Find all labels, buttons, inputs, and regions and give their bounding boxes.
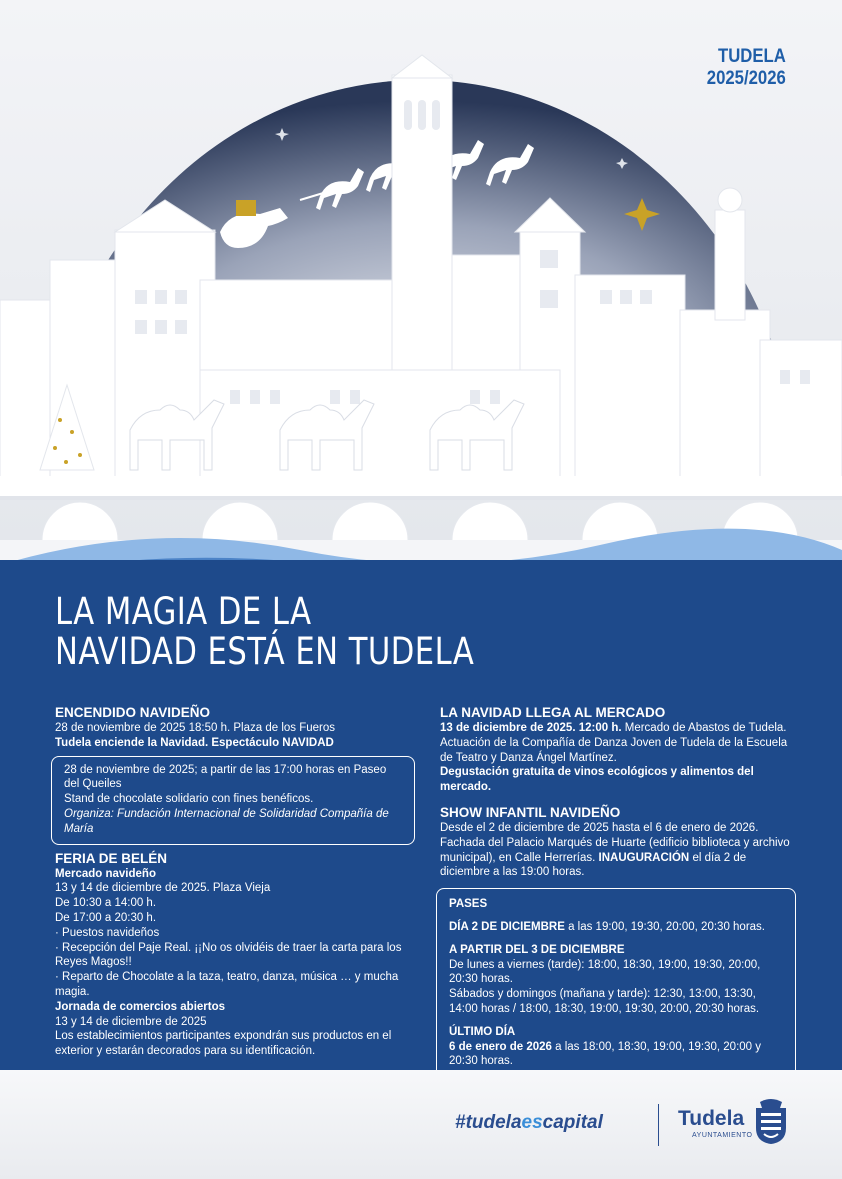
pases-last-label: ÚLTIMO DÍA	[449, 1025, 516, 1038]
hashtag	[455, 1112, 603, 1134]
show-inauguracion-date: el día 2 de diciembre a las 19:00 horas.	[440, 851, 747, 879]
mercado-dance: Actuación de la Compañía de Danza Joven de Tudela de la Escuela de Teatro y Danza Ángel Martínez.	[440, 736, 788, 764]
pases-last-date: 6 de enero de 2026	[449, 1040, 552, 1053]
show-text: Desde el 2 de diciembre de 2025 hasta el 6 de enero de 2026. Fachada del Palacio Marqués de Huarte (edificio biblioteca y archivo municipal), en Calle Herrerías.	[440, 821, 790, 864]
pases-last	[449, 1040, 785, 1070]
chocolate-organizer: Organiza: Fundación Internacional de Solidaridad Compañía de María	[64, 807, 389, 835]
mercado-date: 13 de diciembre de 2025. 12:00 h.	[440, 722, 622, 734]
show-inauguracion: INAUGURACIÓN	[598, 851, 690, 864]
pases-from3-label: A PARTIR DEL 3 DE DICIEMBRE	[449, 943, 625, 956]
season-label	[696, 46, 786, 90]
hashtag-part-2: es	[521, 1112, 543, 1133]
feria-heading: FERIA DE BELÉN	[55, 850, 168, 866]
pases-day2	[449, 920, 785, 935]
logo-name: Tudela	[678, 1107, 745, 1130]
city-name: TUDELA	[718, 46, 786, 67]
page-title	[55, 592, 511, 672]
footer-divider	[658, 1104, 659, 1146]
mercado-heading: LA NAVIDAD LLEGA AL MERCADO	[440, 705, 666, 720]
feria-subheading-comercios: Jornada de comercios abiertos	[55, 1000, 226, 1013]
show-heading: SHOW INFANTIL NAVIDEÑO	[440, 804, 621, 820]
hashtag-part-1: #tudela	[455, 1112, 522, 1133]
pases-day2-label: DÍA 2 DE DICIEMBRE	[449, 920, 565, 933]
feria-subheading-mercado: Mercado navideño	[55, 867, 156, 880]
chocolate-stand: Stand de chocolate solidario con fines benéficos.	[64, 793, 314, 806]
encendido-show: Tudela enciende la Navidad. Espectáculo NAVIDAD	[55, 736, 334, 749]
feria-item-stalls: · Puestos navideños	[55, 926, 160, 939]
pases-last-times: a las 18:00, 18:30, 19:00, 19:30, 20:00 y 20:30 horas.	[449, 1040, 761, 1068]
feria-hours-evening: De 17:00 a 20:30 h.	[55, 911, 157, 924]
comercios-date: 13 y 14 de diciembre de 2025	[55, 1015, 207, 1028]
crest-icon	[752, 1098, 790, 1146]
feria-item-chocolate: · Reparto de Chocolate a la taza, teatro, danza, música … y mucha magia.	[55, 971, 399, 998]
mercado-date-line	[440, 721, 796, 736]
show-text-block	[440, 821, 796, 880]
mercado-tasting: Degustación gratuita de vinos ecológicos y alimentos del mercado.	[440, 766, 754, 794]
pases-weekdays: De lunes a viernes (tarde): 18:00, 18:30, 19:00, 19:30, 20:00, 20:30 horas.	[449, 958, 761, 986]
feria-item-paje: · Recepción del Paje Real. ¡¡No os olvidéis de traer la carta para los Reyes Magos!!	[55, 941, 402, 969]
left-column	[55, 705, 415, 1059]
pases-weekends: Sábados y domingos (mañana y tarde): 12:30, 13:00, 13:30, 14:00 horas / 18:00, 18:30, 19:00, 19:30, 20:00, 20:30 horas.	[449, 988, 760, 1015]
hashtag-part-3: capital	[542, 1112, 603, 1133]
encendido-heading: ENCENDIDO NAVIDEÑO	[55, 705, 211, 720]
right-column	[440, 705, 796, 1085]
title-line-1: LA MAGIA DE LA	[55, 590, 312, 633]
chocolate-box	[51, 756, 415, 845]
title-line-2: NAVIDAD ESTÁ EN TUDELA	[55, 630, 475, 673]
encendido-date: 28 de noviembre de 2025 18:50 h. Plaza de los Fueros	[55, 722, 336, 734]
chocolate-date: 28 de noviembre de 2025; a partir de las 17:00 horas en Paseo del Queiles	[64, 763, 387, 791]
mercado-place: Mercado de Abastos de Tudela.	[621, 722, 787, 734]
logo-sub: AYUNTAMIENTO	[692, 1132, 753, 1139]
feria-hours-morning: De 10:30 a 14:00 h.	[55, 897, 157, 910]
comercios-text: Los establecimientos participantes expondrán sus productos en el exterior y estarán decorados para su identificación.	[55, 1030, 392, 1058]
feria-date: 13 y 14 de diciembre de 2025. Plaza Vieja	[55, 882, 271, 895]
pases-box	[436, 888, 796, 1079]
pases-heading: PASES	[449, 898, 488, 911]
season-years: 2025/2026	[706, 68, 786, 89]
pases-day2-times: a las 19:00, 19:30, 20:00, 20:30 horas.	[564, 920, 765, 933]
